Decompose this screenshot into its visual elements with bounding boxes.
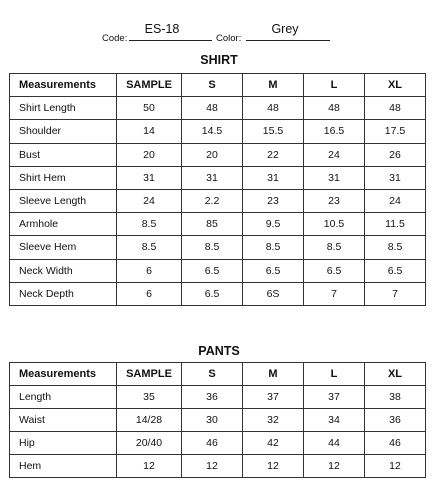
measurement-value: 12 — [304, 455, 365, 478]
column-header: S — [182, 363, 243, 386]
shirt-title: SHIRT — [200, 53, 238, 67]
measurement-value: 17.5 — [365, 120, 426, 143]
measurement-value: 15.5 — [243, 120, 304, 143]
table-row — [10, 97, 426, 120]
measurement-value: 6.5 — [304, 259, 365, 282]
measurement-value: 46 — [182, 432, 243, 455]
measurement-value: 11.5 — [365, 213, 426, 236]
measurement-value: 48 — [365, 97, 426, 120]
table-row — [10, 166, 426, 189]
measurement-value: 6.5 — [243, 259, 304, 282]
measurement-value: 12 — [243, 455, 304, 478]
measurement-value: 34 — [304, 409, 365, 432]
measurement-value: 50 — [117, 97, 182, 120]
column-header: SAMPLE — [117, 74, 182, 97]
measurement-value: 31 — [182, 166, 243, 189]
color-underline — [246, 40, 330, 41]
spec-header — [0, 18, 438, 44]
measurement-value: 20 — [182, 143, 243, 166]
measurement-value: 31 — [304, 166, 365, 189]
measurement-value: 24 — [117, 189, 182, 212]
measurement-value: 10.5 — [304, 213, 365, 236]
code-label: Code: — [102, 33, 128, 44]
measurement-value: 6 — [117, 259, 182, 282]
measurement-value: 7 — [365, 282, 426, 305]
column-header: XL — [365, 363, 426, 386]
measurement-value: 44 — [304, 432, 365, 455]
measurement-value: 8.5 — [117, 213, 182, 236]
measurement-name: Length — [10, 386, 117, 409]
measurement-value: 6 — [117, 282, 182, 305]
measurement-value: 20 — [117, 143, 182, 166]
column-header: XL — [365, 74, 426, 97]
measurement-name: Bust — [10, 143, 117, 166]
measurement-value: 7 — [304, 282, 365, 305]
measurement-name: Neck Width — [10, 259, 117, 282]
measurement-value: 12 — [117, 455, 182, 478]
measurement-name: Shoulder — [10, 120, 117, 143]
pants-measurements-table — [9, 362, 426, 478]
measurement-value: 38 — [365, 386, 426, 409]
measurement-value: 8.5 — [117, 236, 182, 259]
column-header: L — [304, 74, 365, 97]
measurement-name: Sleeve Hem — [10, 236, 117, 259]
column-header: Measurements — [10, 363, 117, 386]
measurement-value: 36 — [182, 386, 243, 409]
measurement-value: 31 — [365, 166, 426, 189]
measurement-name: Shirt Hem — [10, 166, 117, 189]
measurement-value: 2.2 — [182, 189, 243, 212]
table-row — [10, 143, 426, 166]
measurement-value: 32 — [243, 409, 304, 432]
measurement-value: 24 — [365, 189, 426, 212]
measurement-name: Waist — [10, 409, 117, 432]
table-row — [10, 386, 426, 409]
measurement-value: 6.5 — [182, 282, 243, 305]
column-header: S — [182, 74, 243, 97]
measurement-name: Hem — [10, 455, 117, 478]
column-header: Measurements — [10, 74, 117, 97]
measurement-value: 37 — [243, 386, 304, 409]
measurement-value: 12 — [182, 455, 243, 478]
measurement-value: 14.5 — [182, 120, 243, 143]
measurement-value: 16.5 — [304, 120, 365, 143]
table-row — [10, 455, 426, 478]
measurement-value: 23 — [243, 189, 304, 212]
table-row — [10, 259, 426, 282]
measurement-value: 14/28 — [117, 409, 182, 432]
measurement-value: 9.5 — [243, 213, 304, 236]
code-underline — [129, 40, 212, 41]
column-header: L — [304, 363, 365, 386]
table-row — [10, 432, 426, 455]
table-row — [10, 282, 426, 305]
measurement-value: 20/40 — [117, 432, 182, 455]
measurement-value: 8.5 — [182, 236, 243, 259]
measurement-value: 85 — [182, 213, 243, 236]
table-row — [10, 409, 426, 432]
measurement-name: Armhole — [10, 213, 117, 236]
measurement-value: 23 — [304, 189, 365, 212]
table-row — [10, 213, 426, 236]
measurement-value: 35 — [117, 386, 182, 409]
pants-title: PANTS — [198, 344, 240, 358]
measurement-value: 24 — [304, 143, 365, 166]
color-label: Color: — [216, 33, 242, 44]
column-header: M — [243, 74, 304, 97]
measurement-value: 12 — [365, 455, 426, 478]
measurement-value: 26 — [365, 143, 426, 166]
shirt-measurements-table — [9, 73, 426, 306]
table-row — [10, 236, 426, 259]
measurement-value: 42 — [243, 432, 304, 455]
table-header-row — [10, 363, 426, 386]
table-row — [10, 120, 426, 143]
measurement-value: 8.5 — [243, 236, 304, 259]
column-header: M — [243, 363, 304, 386]
measurement-value: 37 — [304, 386, 365, 409]
measurement-name: Sleeve Length — [10, 189, 117, 212]
measurement-value: 8.5 — [304, 236, 365, 259]
measurement-value: 48 — [304, 97, 365, 120]
measurement-value: 31 — [243, 166, 304, 189]
measurement-value: 46 — [365, 432, 426, 455]
measurement-value: 8.5 — [365, 236, 426, 259]
measurement-value: 6S — [243, 282, 304, 305]
measurement-name: Neck Depth — [10, 282, 117, 305]
column-header: SAMPLE — [117, 363, 182, 386]
measurement-value: 14 — [117, 120, 182, 143]
table-header-row — [10, 74, 426, 97]
table-row — [10, 189, 426, 212]
measurement-value: 48 — [243, 97, 304, 120]
measurement-value: 36 — [365, 409, 426, 432]
measurement-name: Hip — [10, 432, 117, 455]
measurement-value: 22 — [243, 143, 304, 166]
measurement-name: Shirt Length — [10, 97, 117, 120]
measurement-value: 30 — [182, 409, 243, 432]
code-value: ES-18 — [144, 22, 180, 36]
measurement-value: 48 — [182, 97, 243, 120]
measurement-value: 6.5 — [365, 259, 426, 282]
measurement-value: 31 — [117, 166, 182, 189]
color-value: Grey — [271, 22, 299, 36]
measurement-value: 6.5 — [182, 259, 243, 282]
